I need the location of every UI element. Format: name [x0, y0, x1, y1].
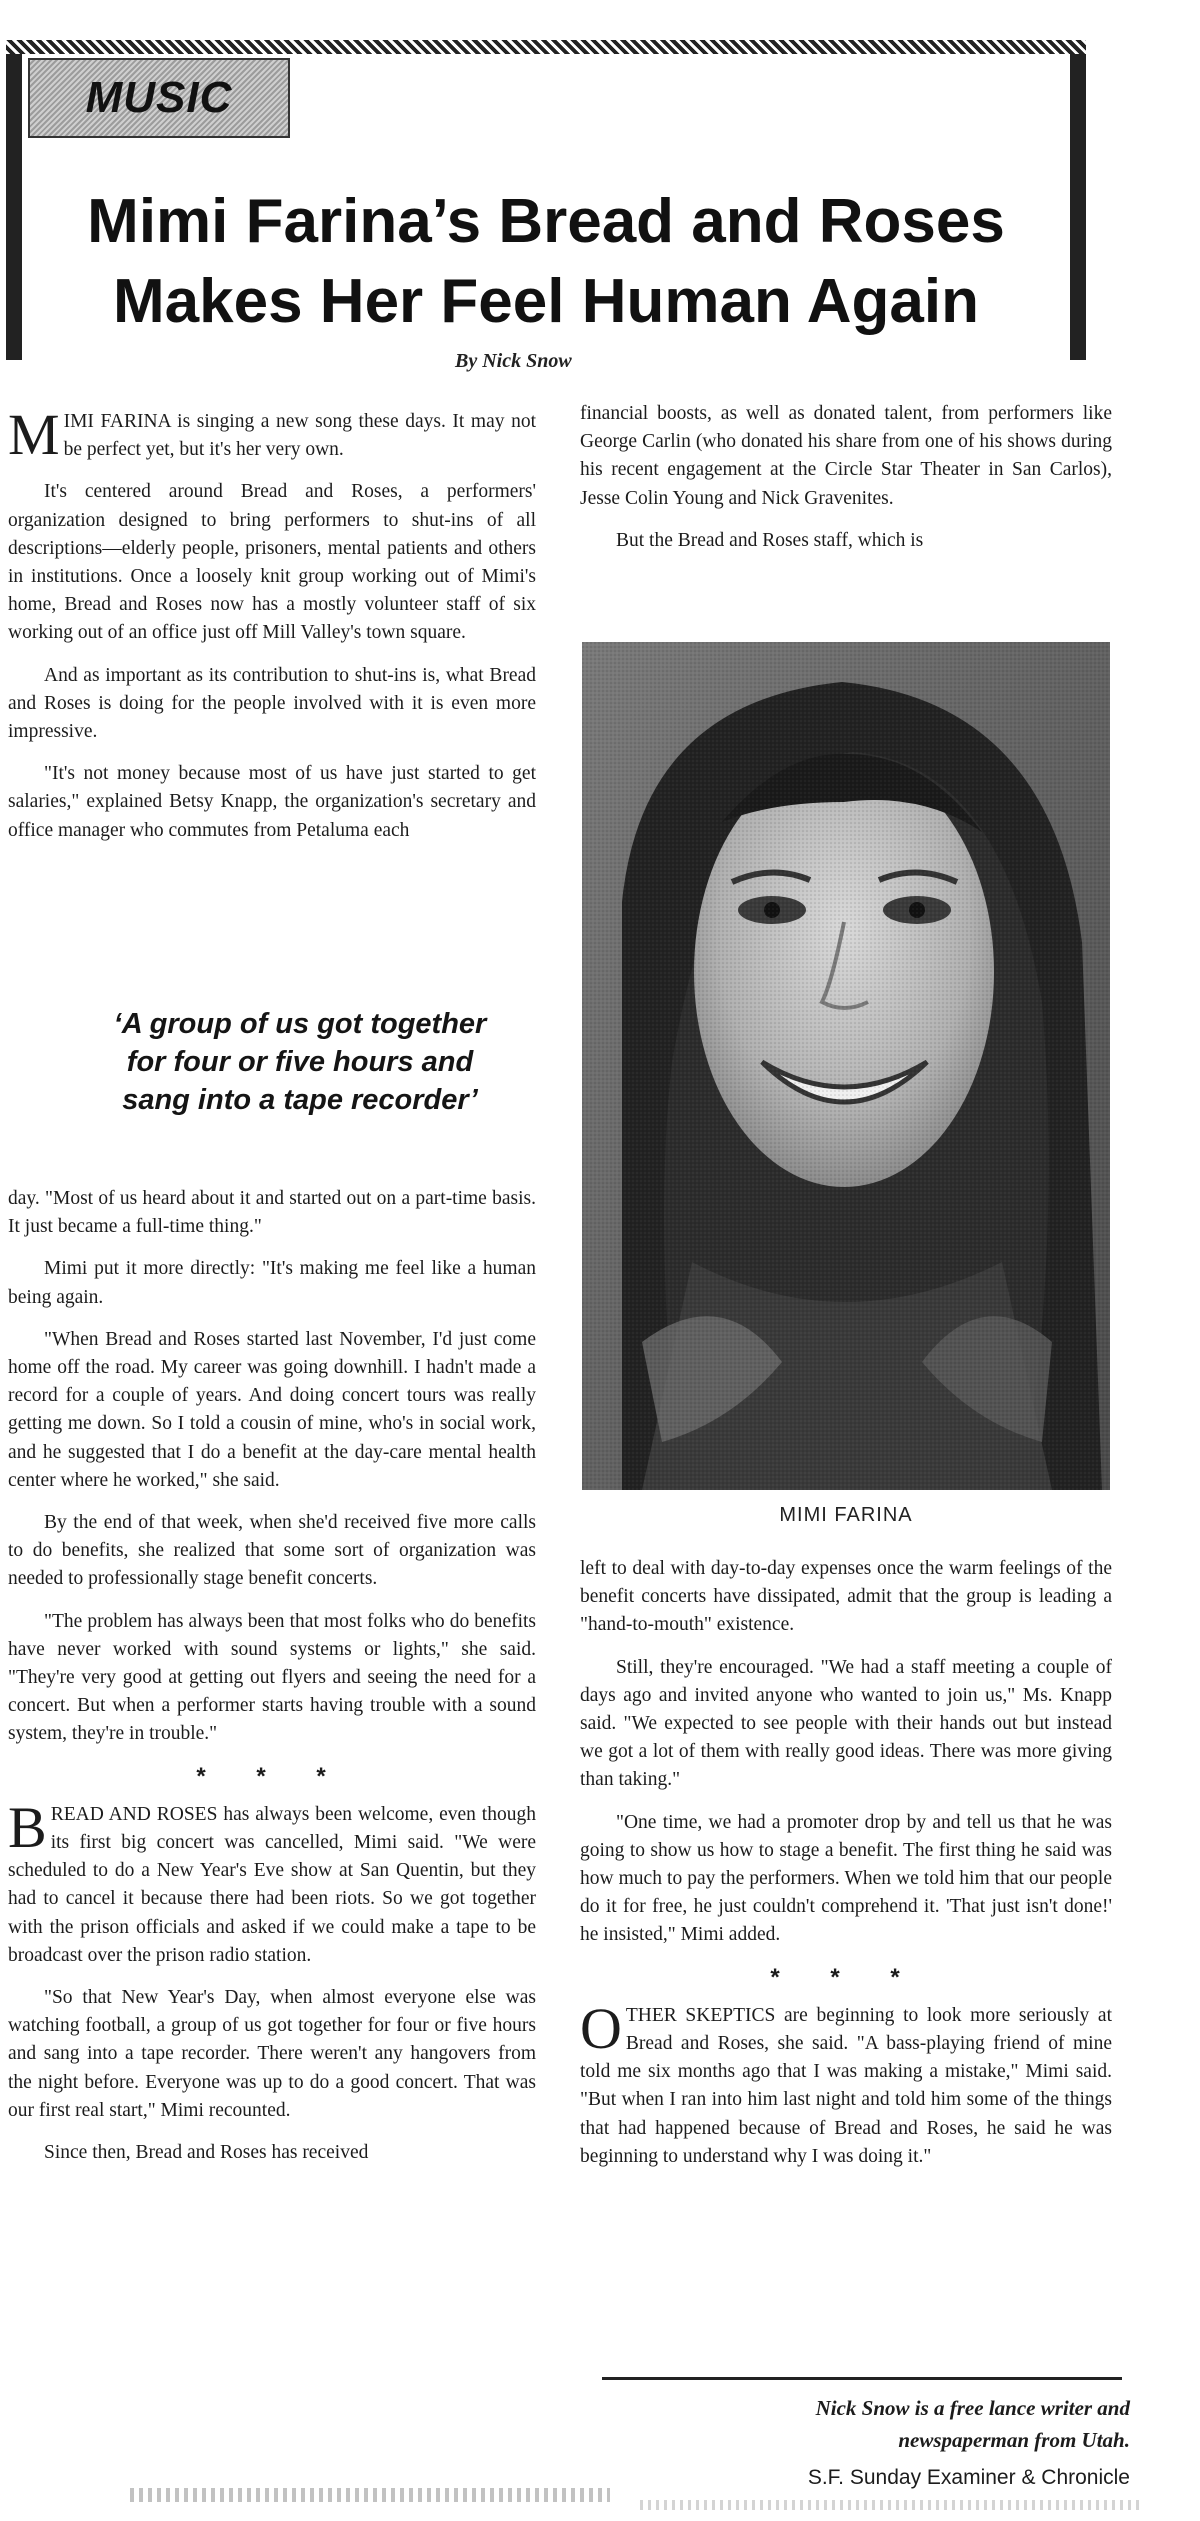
paragraph: financial boosts, as well as donated talent, from performers like George Carlin (who donated his share from one of his shows during his recent engagement at the Circle Star Theater in San Carlos), Jesse Colin Young and Nick Gravenites. — [580, 403, 1112, 509]
drop-cap: O — [580, 1995, 622, 2061]
photo-caption: MIMI FARINA — [779, 1504, 913, 1526]
section-tag — [28, 58, 290, 138]
pull-quote-line-3: sang into a tape recorder’ — [122, 1084, 478, 1116]
lead-in: IMI FARINA — [63, 411, 171, 432]
paragraph: "So that New Year's Day, when almost everyone else was watching football, a group of us got together for four or five hours and sang into a tape recorder. There weren't any hangovers from the night before. Everyone was up to do a good concert. That was our first real start," Mimi recounted. — [8, 1987, 536, 2121]
paragraph — [8, 1794, 536, 1970]
right-column-bottom — [580, 1555, 1112, 2185]
paragraph: "When Bread and Roses started last November, I'd just come home off the road. My career was going downhill. I hadn't made a record for a couple of years. And doing concert tours was really getting me down. So I told a cousin of mine, who's in social work, and he suggested that I do a benefit at the day-care mental health center where he worked," she said. — [8, 1328, 536, 1491]
paragraph: Still, they're encouraged. "We had a staff meeting a couple of days ago and invited anyone who wanted to join us," Ms. Knapp said. "We expected to see people with their hands out but instead we got a lot of them with really good ideas. There was more giving than taking." — [580, 1656, 1112, 1791]
pull-quote-line-1: ‘A group of us got together — [113, 1008, 487, 1040]
paragraph: And as important as its contribution to shut-ins is, what Bread and Roses is doing for the people involved with it is even more impressive. — [8, 664, 536, 743]
paragraph-text: are beginning to look more seriously at Bread and Roses, she said. "A bass-playing friend of mine told me six months ago that I was making a mistake," Mimi said. "But when I ran into him last night and told him some of the things that had happened because of Bread and Roses, he said he was beginning to understand why I was doing it." — [580, 2004, 1112, 2167]
pull-quote-line-2: for four or five hours and — [126, 1046, 474, 1078]
paragraph: "The problem has always been that most folks who do benefits have never worked with sound systems or lights," she said. "They're very good at getting out flyers and seeing the need for a concert. But when a performer starts having trouble with a sound system, they're in trouble." — [8, 1610, 536, 1745]
drop-cap: M — [8, 402, 60, 467]
pull-quote — [40, 1005, 560, 1119]
print-artifact — [130, 2488, 610, 2502]
lead-in: READ AND ROSES — [50, 1803, 218, 1825]
paragraph-text: is singing a new song these days. It may not be perfect yet, but it's her very own. — [63, 411, 536, 461]
left-column-top — [8, 402, 536, 845]
paragraph-text: has always been welcome, even though its first big concert was cancelled, Mimi said. "We were scheduled to do a New Year's Eve show at San Quentin, but they had to cancel it because there had been riots. So we got together with the prison officials and asked if we could make a tape to be broadcast over the prison radio station. — [8, 1803, 536, 1966]
author-bio — [600, 2392, 1130, 2456]
section-break-stars: * * * — [196, 1762, 348, 1790]
byline: By Nick Snow — [455, 350, 572, 372]
portrait-photo — [582, 642, 1110, 1490]
author-bio-line-2: newspaperman from Utah. — [898, 2428, 1130, 2452]
paragraph: day. "Most of us heard about it and started out on a part-time basis. It just became a full-time thing." — [8, 1188, 536, 1238]
left-column-bottom — [8, 1185, 536, 2181]
lead-in: THER SKEPTICS — [625, 2004, 776, 2026]
drop-cap: B — [8, 1794, 47, 1860]
paragraph — [580, 1995, 1112, 2171]
headline-frame — [6, 40, 1086, 360]
right-column-top — [580, 400, 1112, 569]
paragraph: But the Bread and Roses staff, which is — [616, 529, 924, 551]
section-break-stars: * * * — [770, 1963, 922, 1991]
divider-rule — [602, 2377, 1122, 2380]
print-artifact — [640, 2500, 1140, 2510]
paragraph: "It's not money because most of us have just started to get salaries," explained Betsy Knapp, the organization's secretary and office manager who commutes from Petaluma each — [8, 763, 536, 841]
paragraph: Mimi put it more directly: "It's making me feel like a human being again. — [8, 1258, 536, 1308]
publication-credit: S.F. Sunday Examiner & Chronicle — [807, 2466, 1130, 2489]
section-label: MUSIC — [85, 73, 233, 122]
paragraph: It's centered around Bread and Roses, a performers' organization designed to bring performers to shut-ins of all descriptions—elderly people, prisoners, mental patients and others in institutions. Once a loosely knit group working out of Mimi's home, Bread and Roses now has a mostly volunteer staff of six working out of an office just off Mill Valley's town square. — [8, 481, 536, 644]
paragraph: By the end of that week, when she'd received five more calls to do benefits, she realized that some sort of organization was needed to professionally stage benefit concerts. — [8, 1512, 536, 1590]
author-bio-line-1: Nick Snow is a free lance writer and — [815, 2396, 1130, 2420]
paragraph: "One time, we had a promoter drop by and tell us that he was going to show us how to stage a benefit. The first thing he said was how much to pay the performers. When we told him that our people do it for free, he just couldn't comprehend it. 'That just isn't done!' he insisted," Mimi added. — [580, 1811, 1112, 1946]
headline — [22, 182, 1070, 342]
paragraph: left to deal with day-to-day expenses once the warm feelings of the benefit concerts have dissipated, admit that the group is leading a "hand-to-mouth" existence. — [580, 1558, 1112, 1636]
portrait-image — [582, 642, 1110, 1490]
headline-line-2: Makes Her Feel Human Again — [113, 267, 979, 336]
headline-line-1: Mimi Farina’s Bread and Roses — [87, 187, 1005, 256]
paragraph: Since then, Bread and Roses has received — [44, 2142, 369, 2164]
paragraph — [8, 402, 536, 467]
